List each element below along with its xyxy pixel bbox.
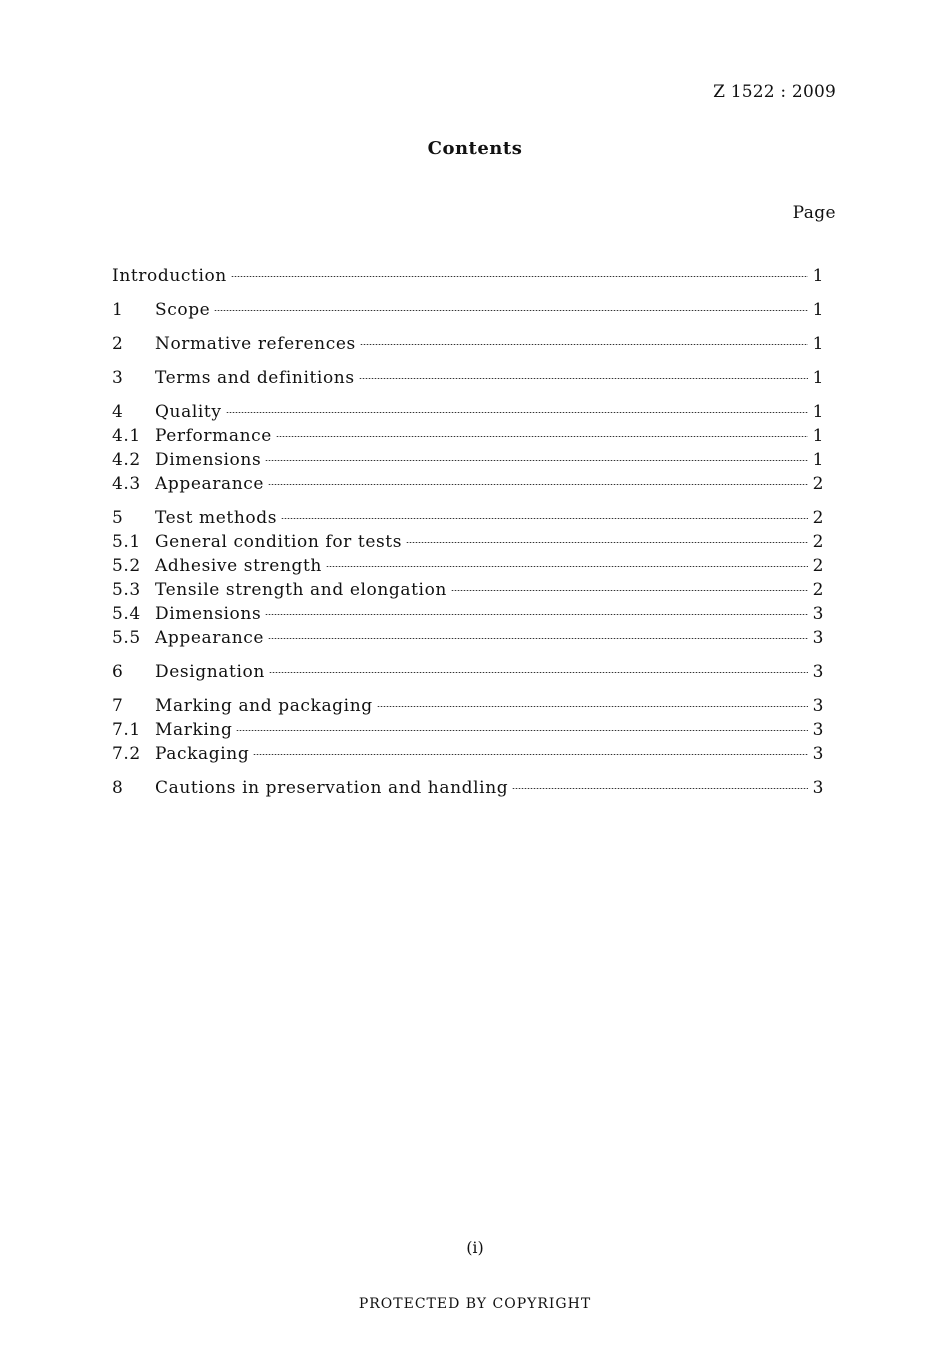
toc-entry[interactable] <box>112 298 824 322</box>
toc-entry[interactable] <box>112 506 824 530</box>
toc-dot-leader <box>226 412 808 413</box>
toc-entry[interactable] <box>112 578 824 602</box>
toc-entry[interactable] <box>112 602 824 626</box>
toc-entry-label: Appearance <box>155 628 265 648</box>
standard-number: Z 1522 : 2009 <box>713 82 836 102</box>
toc-dot-leader <box>268 484 808 485</box>
toc-entry-page: 3 <box>812 604 824 624</box>
toc-entry-label: Test methods <box>155 508 278 528</box>
toc-entry-number: 1 <box>112 300 124 320</box>
toc-entry-page: 1 <box>812 300 824 320</box>
toc-entry-label: Scope <box>155 300 211 320</box>
toc-entry-page: 3 <box>812 778 824 798</box>
toc-entry-page: 1 <box>812 450 824 470</box>
toc-entry-label: Introduction <box>112 266 227 286</box>
toc-entry-number: 5.2 <box>112 556 141 576</box>
toc-entry[interactable] <box>112 530 824 554</box>
toc-dot-leader <box>236 730 808 731</box>
toc-entry-number: 7.2 <box>112 744 141 764</box>
toc-entry[interactable] <box>112 718 824 742</box>
toc-entry[interactable] <box>112 554 824 578</box>
toc-entry-label: Cautions in preservation and handling <box>155 778 509 798</box>
toc-entry-label: Normative references <box>155 334 356 354</box>
toc-group <box>112 366 824 390</box>
toc-dot-leader <box>406 542 808 543</box>
toc-entry-label: Performance <box>155 426 272 446</box>
toc-entry[interactable] <box>112 472 824 496</box>
toc-entry-number: 8 <box>112 778 124 798</box>
toc-dot-leader <box>326 566 808 567</box>
toc-entry-number: 7.1 <box>112 720 141 740</box>
toc-dot-leader <box>512 788 808 789</box>
toc-entry-number: 5.1 <box>112 532 141 552</box>
toc-entry[interactable] <box>112 694 824 718</box>
toc-entry[interactable] <box>112 332 824 356</box>
table-of-contents <box>112 264 824 810</box>
toc-entry-number: 7 <box>112 696 124 716</box>
toc-entry-page: 1 <box>812 334 824 354</box>
toc-entry-label: Designation <box>155 662 265 682</box>
toc-group <box>112 506 824 650</box>
toc-entry-number: 2 <box>112 334 124 354</box>
toc-entry-label: Terms and definitions <box>155 368 355 388</box>
toc-dot-leader <box>231 276 808 277</box>
toc-entry-label: Packaging <box>155 744 250 764</box>
toc-entry[interactable] <box>112 366 824 390</box>
toc-entry-page: 3 <box>812 744 824 764</box>
toc-entry[interactable] <box>112 660 824 684</box>
toc-entry[interactable] <box>112 776 824 800</box>
toc-entry-label: General condition for tests <box>155 532 403 552</box>
toc-entry-number: 5.5 <box>112 628 141 648</box>
toc-entry-label: Marking <box>155 720 233 740</box>
toc-dot-leader <box>253 754 808 755</box>
toc-entry-number: 3 <box>112 368 124 388</box>
toc-entry-number: 4 <box>112 402 124 422</box>
page-title: Contents <box>427 138 523 159</box>
toc-entry-page: 3 <box>812 628 824 648</box>
toc-entry[interactable] <box>112 264 824 288</box>
toc-dot-leader <box>281 518 808 519</box>
toc-group <box>112 694 824 766</box>
toc-entry-label: Dimensions <box>155 604 262 624</box>
toc-dot-leader <box>268 638 808 639</box>
toc-entry-number: 5.3 <box>112 580 141 600</box>
toc-entry-page: 2 <box>812 580 824 600</box>
toc-entry-page: 1 <box>812 266 824 286</box>
toc-entry-number: 5.4 <box>112 604 141 624</box>
toc-group <box>112 264 824 288</box>
toc-entry-number: 4.2 <box>112 450 141 470</box>
toc-entry-page: 1 <box>812 402 824 422</box>
toc-entry-number: 6 <box>112 662 124 682</box>
toc-group <box>112 400 824 496</box>
toc-entry-label: Adhesive strength <box>155 556 322 576</box>
toc-entry-label: Dimensions <box>155 450 262 470</box>
toc-entry[interactable] <box>112 742 824 766</box>
toc-entry-page: 2 <box>812 532 824 552</box>
toc-entry[interactable] <box>112 448 824 472</box>
page-column-label: Page <box>792 203 836 223</box>
toc-entry-page: 3 <box>812 720 824 740</box>
page-folio: (i) <box>466 1238 484 1257</box>
toc-entry-page: 1 <box>812 368 824 388</box>
toc-entry-number: 4.1 <box>112 426 141 446</box>
toc-group <box>112 332 824 356</box>
toc-dot-leader <box>359 378 808 379</box>
toc-group <box>112 298 824 322</box>
toc-group <box>112 776 824 800</box>
toc-entry-number: 4.3 <box>112 474 141 494</box>
toc-dot-leader <box>265 614 808 615</box>
toc-entry-label: Marking and packaging <box>155 696 373 716</box>
toc-entry-page: 3 <box>812 662 824 682</box>
toc-dot-leader <box>269 672 808 673</box>
toc-dot-leader <box>276 436 808 437</box>
toc-entry-page: 2 <box>812 508 824 528</box>
toc-dot-leader <box>265 460 808 461</box>
toc-entry-number: 5 <box>112 508 124 528</box>
toc-group <box>112 660 824 684</box>
toc-dot-leader <box>360 344 808 345</box>
toc-dot-leader <box>377 706 808 707</box>
toc-entry-label: Quality <box>155 402 222 422</box>
toc-entry[interactable] <box>112 626 824 650</box>
copyright-notice: PROTECTED BY COPYRIGHT <box>358 1296 592 1312</box>
toc-entry-page: 2 <box>812 556 824 576</box>
toc-dot-leader <box>451 590 808 591</box>
toc-dot-leader <box>214 310 808 311</box>
toc-entry-label: Appearance <box>155 474 265 494</box>
toc-entry-page: 1 <box>812 426 824 446</box>
toc-entry-label: Tensile strength and elongation <box>155 580 447 600</box>
toc-entry[interactable] <box>112 400 824 424</box>
toc-entry[interactable] <box>112 424 824 448</box>
toc-entry-page: 3 <box>812 696 824 716</box>
toc-entry-page: 2 <box>812 474 824 494</box>
